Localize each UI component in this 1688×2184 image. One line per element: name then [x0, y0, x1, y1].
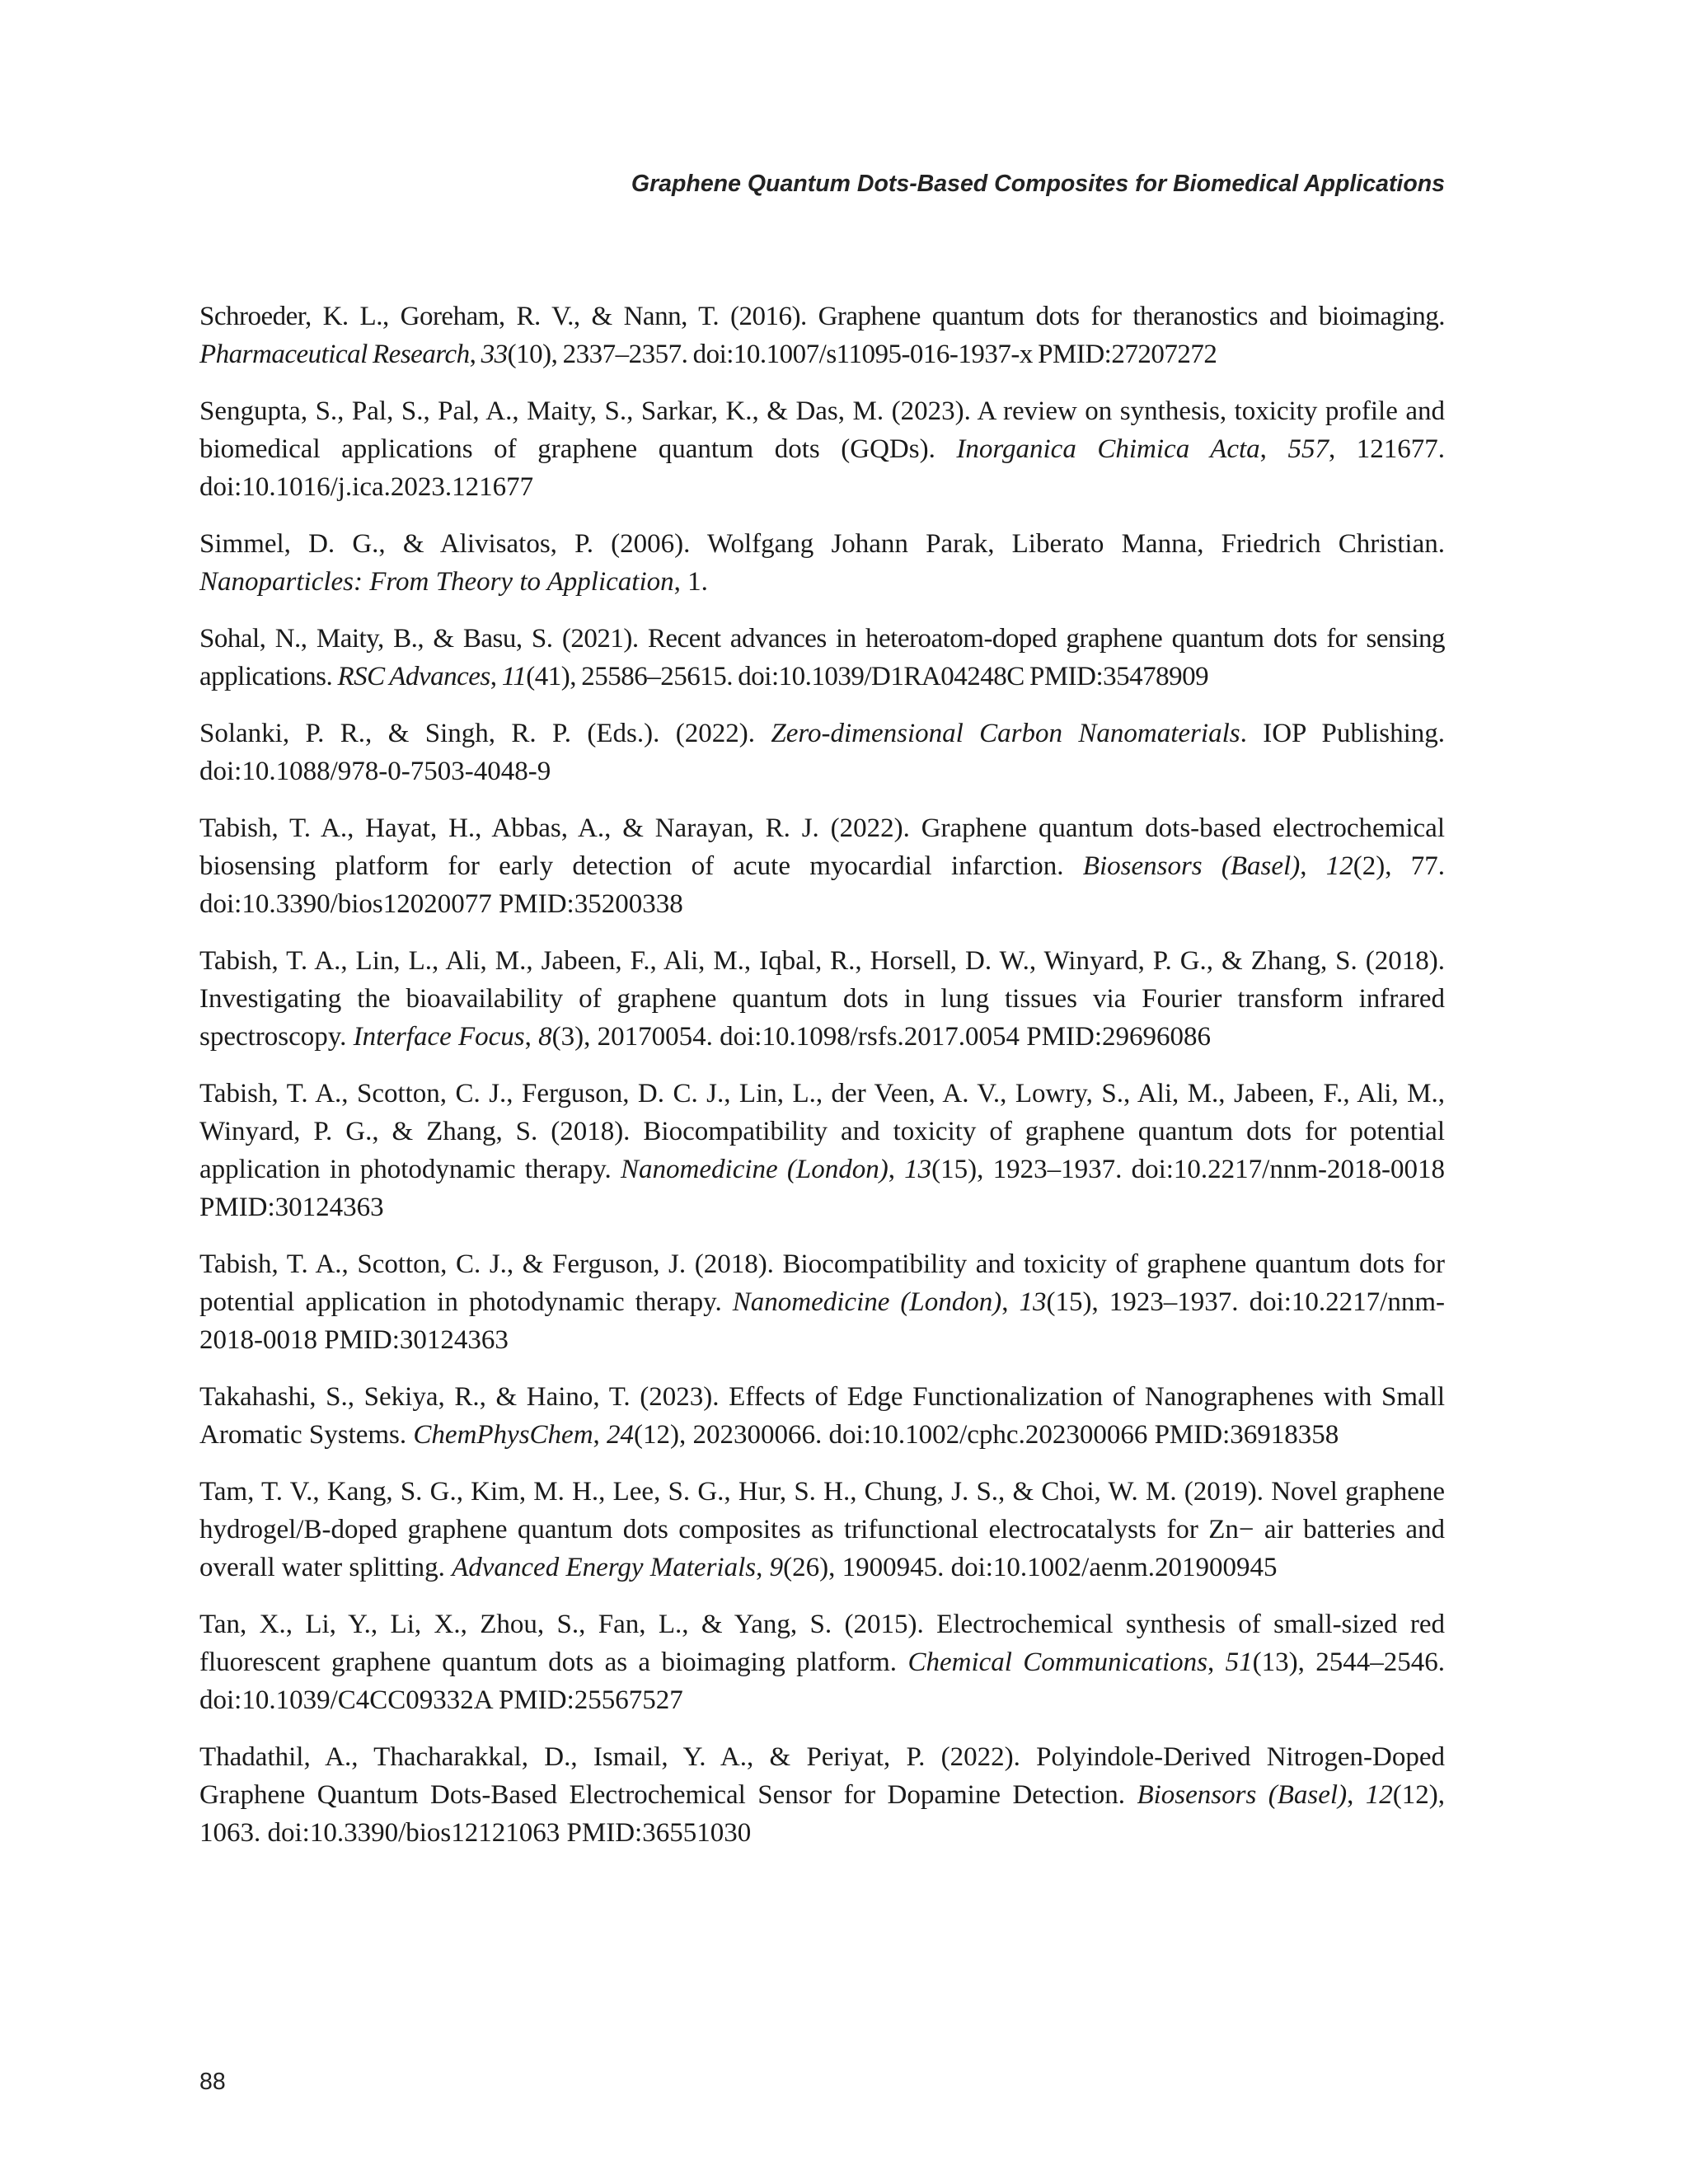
- reference-entry: [199, 525, 1445, 601]
- reference-text: Schroeder, K. L., Goreham, R. V., & Nann, T. (2016). Graphene quantum dots for theranostics and bioimaging.: [199, 302, 1445, 331]
- reference-text: Tan, X., Li, Y., Li, X., Zhou, S., Fan, L., & Yang, S. (2015). Electrochemical synthesis of small-sized red fluorescent graphene quantum dots as a bioimaging platform.: [199, 1610, 1445, 1677]
- journal-volume: 11: [501, 662, 527, 691]
- reference-text: (12), 202300066. doi:10.1002/cphc.202300066 PMID:36918358: [634, 1420, 1339, 1450]
- reference-entry: [199, 1605, 1445, 1719]
- reference-text: ,: [756, 1553, 770, 1582]
- journal-volume: 13: [904, 1155, 932, 1184]
- reference-entry: [199, 1378, 1445, 1454]
- reference-text: Tam, T. V., Kang, S. G., Kim, M. H., Lee, S. G., Hur, S. H., Chung, J. S., & Choi, W. M. (2019). Novel graphene hydrogel/B-doped graphene quantum dots composites as trifunctional electrocatalysts for Zn− air batteries and overall water splitting.: [199, 1477, 1445, 1582]
- reference-text: ,: [1347, 1780, 1366, 1810]
- journal-volume: 12: [1325, 851, 1353, 881]
- reference-text: ,: [469, 340, 481, 369]
- reference-text: ,: [593, 1420, 607, 1450]
- reference-text: . IOP Publishing. doi:10.1088/978-0-7503-4048-9: [199, 719, 1445, 786]
- reference-text: Simmel, D. G., & Alivisatos, P. (2006). Wolfgang Johann Parak, Liberato Manna, Friedrich Christian.: [199, 529, 1445, 559]
- journal-volume: 51: [1225, 1647, 1253, 1677]
- journal-volume: 12: [1365, 1780, 1393, 1810]
- journal-title: Pharmaceutical Research: [199, 340, 470, 369]
- journal-title: Chemical Communications: [907, 1647, 1207, 1677]
- reference-text: Thadathil, A., Thacharakkal, D., Ismail, Y. A., & Periyat, P. (2022). Polyindole-Derived Nitrogen-Doped Graphene Quantum Dots-Based Electrochemical Sensor for Dopamine Detection.: [199, 1742, 1445, 1810]
- reference-text: ,: [888, 1155, 905, 1184]
- reference-text: (15), 1923–1937. doi:10.2217/nnm-2018-0018 PMID:30124363: [199, 1155, 1445, 1222]
- reference-entry: [199, 1075, 1445, 1226]
- page-number: 88: [199, 2069, 226, 2095]
- reference-text: (41), 25586–25615. doi:10.1039/D1RA04248C PMID:35478909: [526, 662, 1209, 691]
- journal-volume: 557: [1287, 434, 1329, 464]
- reference-text: (2), 77. doi:10.3390/bios12020077 PMID:35200338: [199, 851, 1445, 919]
- reference-text: ,: [1001, 1287, 1020, 1317]
- book-title: Zero-dimensional Carbon Nanomaterials: [771, 719, 1240, 748]
- reference-text: (12), 1063. doi:10.3390/bios12121063 PMID:36551030: [199, 1780, 1446, 1848]
- reference-entry: [199, 298, 1445, 373]
- journal-title: Advanced Energy Materials: [452, 1553, 757, 1582]
- journal-volume: 9: [769, 1553, 784, 1582]
- reference-text: Tabish, T. A., Scotton, C. J., & Ferguson, J. (2018). Biocompatibility and toxicity of graphene quantum dots for potential application in photodynamic therapy.: [199, 1249, 1445, 1317]
- reference-text: (10), 2337–2357. doi:10.1007/s11095-016-1937-x PMID:27207272: [507, 340, 1217, 369]
- journal-title: RSC Advances: [337, 662, 490, 691]
- reference-entry: [199, 809, 1445, 923]
- reference-text: Tabish, T. A., Hayat, H., Abbas, A., & Narayan, R. J. (2022). Graphene quantum dots-based electrochemical biosensing platform for early detection of acute myocardial infarction.: [199, 813, 1445, 881]
- journal-title: Interface Focus: [353, 1022, 525, 1052]
- reference-text: Solanki, P. R., & Singh, R. P. (Eds.). (2022).: [199, 719, 771, 748]
- reference-entry: [199, 620, 1445, 696]
- journal-volume: 13: [1019, 1287, 1047, 1317]
- reference-text: (26), 1900945. doi:10.1002/aenm.201900945: [783, 1553, 1278, 1582]
- reference-entry: [199, 1738, 1445, 1852]
- reference-text: ,: [490, 662, 502, 691]
- journal-title: Inorganica Chimica Acta: [956, 434, 1260, 464]
- reference-text: (13), 2544–2546. doi:10.1039/C4CC09332A PMID:25567527: [199, 1647, 1445, 1715]
- reference-text: , 121677. doi:10.1016/j.ica.2023.121677: [199, 434, 1446, 502]
- journal-title: Biosensors (Basel): [1137, 1780, 1348, 1810]
- journal-volume: 24: [607, 1420, 635, 1450]
- reference-text: ,: [1300, 851, 1326, 881]
- journal-title: ChemPhysChem: [413, 1420, 593, 1450]
- reference-text: Sengupta, S., Pal, S., Pal, A., Maity, S., Sarkar, K., & Das, M. (2023). A review on synthesis, toxicity profile and biomedical applications of graphene quantum dots (GQDs).: [199, 396, 1445, 464]
- reference-text: Tabish, T. A., Lin, L., Ali, M., Jabeen, F., Ali, M., Iqbal, R., Horsell, D. W., Winyard, P. G., & Zhang, S. (2018). Investigating the bioavailability of graphene quantum dots in lung tissues via Fourier transform infrared spectroscopy.: [199, 946, 1445, 1052]
- journal-volume: 33: [481, 340, 508, 369]
- journal-title: Biosensors (Basel): [1082, 851, 1301, 881]
- reference-text: Takahashi, S., Sekiya, R., & Haino, T. (2023). Effects of Edge Functionalization of Nanographenes with Small Aromatic Systems.: [199, 1382, 1445, 1450]
- reference-entry: [199, 942, 1445, 1056]
- journal-volume: 8: [538, 1022, 552, 1052]
- reference-entry: [199, 1473, 1445, 1586]
- reference-entry: [199, 392, 1445, 506]
- reference-text: , 1.: [673, 567, 708, 597]
- book-title: Nanoparticles: From Theory to Application: [199, 567, 674, 597]
- reference-list: [199, 298, 1445, 1871]
- reference-text: Tabish, T. A., Scotton, C. J., Ferguson, D. C. J., Lin, L., der Veen, A. V., Lowry, S., Ali, M., Jabeen, F., Ali, M., Winyard, P. G., & Zhang, S. (2018). Biocompatibility and toxicity of graphene quantum dots for potential application in photodynamic therapy.: [199, 1079, 1445, 1184]
- journal-title: Nanomedicine (London): [621, 1155, 889, 1184]
- journal-title: Nanomedicine (London): [732, 1287, 1002, 1317]
- reference-text: (3), 20170054. doi:10.1098/rsfs.2017.0054 PMID:29696086: [551, 1022, 1211, 1052]
- reference-text: ,: [1207, 1647, 1226, 1677]
- reference-text: Sohal, N., Maity, B., & Basu, S. (2021). Recent advances in heteroatom-doped graphene quantum dots for sensing applications.: [199, 624, 1445, 691]
- reference-entry: [199, 715, 1445, 790]
- reference-text: ,: [524, 1022, 539, 1052]
- running-head-title: Graphene Quantum Dots-Based Composites for Biomedical Applications: [631, 171, 1445, 197]
- reference-text: (15), 1923–1937. doi:10.2217/nnm-2018-0018 PMID:30124363: [199, 1287, 1445, 1355]
- reference-text: ,: [1259, 434, 1288, 464]
- reference-entry: [199, 1245, 1445, 1359]
